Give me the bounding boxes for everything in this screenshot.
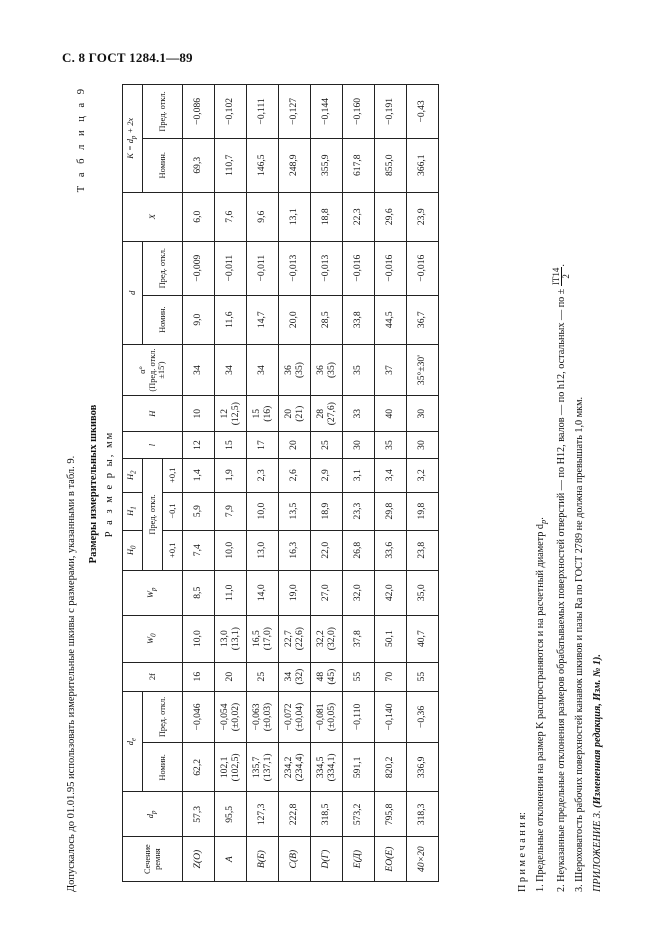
cell-x: 9,6 (247, 192, 279, 241)
cell-two-f: 16 (183, 662, 215, 691)
cell-d-pred: −0,016 (407, 241, 439, 295)
cell-d-nom: 33,8 (343, 295, 375, 344)
col-h1: $H_1$ (123, 492, 143, 530)
note-1: 1. Предельные отклонения на размер K распространяются и на расчетный диаметр $d_p$. (535, 517, 549, 892)
cell-h2: 1,9 (215, 458, 247, 492)
cell-dp: 127,3 (247, 792, 279, 837)
cell-h2: 2,6 (279, 458, 311, 492)
cell-de-nom: 334,5 (334,1) (311, 743, 343, 792)
table-row (183, 85, 215, 882)
cell-k-nom: 366,1 (407, 138, 439, 192)
cell-d-nom: 14,7 (247, 295, 279, 344)
cell-d-pred: −0,013 (279, 241, 311, 295)
cell-alpha: 36 (35) (279, 344, 311, 395)
cell-h2: 1,4 (183, 458, 215, 492)
col-d-nom: Номин. (143, 295, 183, 344)
col-h-pred: Пред. откл. (143, 458, 163, 570)
cell-dp: 95,5 (215, 792, 247, 837)
cell-w0: 16,5 (17,0) (247, 615, 279, 662)
cell-w0: 22,7 (22,6) (279, 615, 311, 662)
cell-H: 40 (375, 396, 407, 432)
col-h0: $H_0$ (123, 530, 143, 570)
notes-title: П р и м е ч а н и я: (517, 812, 528, 892)
cell-k-nom: 248,9 (279, 138, 311, 192)
cell-d-pred: −0,013 (311, 241, 343, 295)
cell-two-f: 70 (375, 662, 407, 691)
col-2f: 2f (123, 662, 183, 691)
cell-sec: C(В) (279, 837, 311, 882)
cell-d-nom: 28,5 (311, 295, 343, 344)
cell-two-f: 20 (215, 662, 247, 691)
cell-x: 22,3 (343, 192, 375, 241)
cell-wp: 8,5 (183, 570, 215, 615)
cell-de-pred: −0,110 (343, 691, 375, 743)
table-body (183, 85, 439, 882)
cell-h0: 22,0 (311, 530, 343, 570)
cell-h2: 2,9 (311, 458, 343, 492)
cell-k-pred: −0,102 (215, 85, 247, 139)
notes-block (514, 72, 607, 892)
cell-l: 12 (183, 432, 215, 459)
cell-de-pred: −0,36 (407, 691, 439, 743)
cell-H: 10 (183, 396, 215, 432)
cell-dp: 573,2 (343, 792, 375, 837)
col-k-nom: Номин. (143, 138, 183, 192)
cell-d-nom: 11,6 (215, 295, 247, 344)
cell-h1: 19,8 (407, 492, 439, 530)
cell-h0: 23,8 (407, 530, 439, 570)
cell-x: 7,6 (215, 192, 247, 241)
cell-h1: 13,5 (279, 492, 311, 530)
cell-d-pred: −0,016 (343, 241, 375, 295)
tol-h1: −0,1 (163, 492, 183, 530)
cell-h1: 7,9 (215, 492, 247, 530)
cell-dp: 57,3 (183, 792, 215, 837)
cell-alpha: 34 (183, 344, 215, 395)
cell-w0: 13,0 (13,1) (215, 615, 247, 662)
cell-d-nom: 9,0 (183, 295, 215, 344)
cell-dp: 222,8 (279, 792, 311, 837)
cell-h0: 16,3 (279, 530, 311, 570)
table-units: Р а з м е р ы, мм (104, 430, 115, 538)
cell-k-nom: 617,8 (343, 138, 375, 192)
cell-k-pred: −0,127 (279, 85, 311, 139)
cell-alpha: 36 (35) (311, 344, 343, 395)
col-x: X (123, 192, 183, 241)
cell-de-nom: 336,9 (407, 743, 439, 792)
cell-k-pred: −0,160 (343, 85, 375, 139)
col-H: H (123, 396, 183, 432)
table-row (375, 85, 407, 882)
cell-d-pred: −0,011 (215, 241, 247, 295)
cell-d-nom: 44,5 (375, 295, 407, 344)
cell-w0: 50,1 (375, 615, 407, 662)
cell-w0: 37,8 (343, 615, 375, 662)
cell-alpha: 35 (343, 344, 375, 395)
rotated-page-content (64, 64, 624, 904)
cell-x: 29,6 (375, 192, 407, 241)
cell-h1: 18,9 (311, 492, 343, 530)
col-dp: $d_p$ (123, 792, 183, 837)
cell-d-pred: −0,016 (375, 241, 407, 295)
cell-de-nom: 591,1 (343, 743, 375, 792)
cell-h1: 10,0 (247, 492, 279, 530)
cell-sec: 40×20 (407, 837, 439, 882)
cell-H: 33 (343, 396, 375, 432)
cell-sec: B(Б) (247, 837, 279, 882)
table-row (407, 85, 439, 882)
table-title: Размеры измерительных шкивов (88, 404, 99, 564)
cell-k-pred: −0,191 (375, 85, 407, 139)
cell-two-f: 55 (343, 662, 375, 691)
col-alpha: α° (Пред. откл. ±15') (123, 344, 183, 395)
cell-de-nom: 820,2 (375, 743, 407, 792)
appendix-note: ПРИЛОЖЕНИЕ 3. (Измененная редакция, Изм. № 1). (592, 654, 604, 892)
page-header: С. 8 ГОСТ 1284.1—89 (62, 50, 193, 65)
cell-k-nom: 855,0 (375, 138, 407, 192)
cell-two-f: 48 (45) (311, 662, 343, 691)
cell-alpha: 34 (247, 344, 279, 395)
cell-d-nom: 20,0 (279, 295, 311, 344)
cell-two-f: 55 (407, 662, 439, 691)
pulley-dimensions-table (122, 84, 439, 882)
cell-wp: 42,0 (375, 570, 407, 615)
cell-de-nom: 62,2 (183, 743, 215, 792)
cell-l: 15 (215, 432, 247, 459)
cell-dp: 318,5 (311, 792, 343, 837)
cell-dp: 795,8 (375, 792, 407, 837)
cell-de-pred: −0,054 (±0,02) (215, 691, 247, 743)
cell-de-pred: −0,072 (±0,04) (279, 691, 311, 743)
cell-h2: 3,1 (343, 458, 375, 492)
cell-x: 18,8 (311, 192, 343, 241)
cell-w0: 32,2 (32,0) (311, 615, 343, 662)
table-row (279, 85, 311, 882)
cell-h1: 29,8 (375, 492, 407, 530)
cell-sec: Z(O) (183, 837, 215, 882)
cell-h1: 23,3 (343, 492, 375, 530)
col-l: l (123, 432, 183, 459)
cell-sec: A (215, 837, 247, 882)
cell-k-pred: −0,43 (407, 85, 439, 139)
col-h2: $H_2$ (123, 458, 143, 492)
cell-h2: 3,2 (407, 458, 439, 492)
cell-x: 23,9 (407, 192, 439, 241)
col-section: Сечение ремня (123, 837, 183, 882)
intro-text: Допускалось до 01.01.95 использовать измерительные шкивы с размерами, указанными в табл. 9. (66, 455, 77, 892)
cell-k-pred: −0,111 (247, 85, 279, 139)
table-row (343, 85, 375, 882)
cell-two-f: 34 (32) (279, 662, 311, 691)
cell-H: 12 (12,5) (215, 396, 247, 432)
cell-d-pred: −0,009 (183, 241, 215, 295)
cell-x: 13,1 (279, 192, 311, 241)
note-3: 3. Шероховатость рабочих поверхностей канавок шкивов и пазы Ra по ГОСТ 2789 не должна превышать 1,0 мкм. (574, 396, 586, 892)
cell-de-pred: −0,140 (375, 691, 407, 743)
cell-k-nom: 110,7 (215, 138, 247, 192)
cell-h0: 10,0 (215, 530, 247, 570)
table-row (247, 85, 279, 882)
cell-two-f: 25 (247, 662, 279, 691)
tol-h0: +0,1 (163, 530, 183, 570)
cell-H: 28 (27,6) (311, 396, 343, 432)
table-row (311, 85, 343, 882)
table-row (215, 85, 247, 882)
cell-sec: E(Д) (343, 837, 375, 882)
cell-l: 30 (407, 432, 439, 459)
cell-alpha: 34 (215, 344, 247, 395)
cell-x: 6,0 (183, 192, 215, 241)
cell-l: 20 (279, 432, 311, 459)
cell-H: 30 (407, 396, 439, 432)
cell-wp: 32,0 (343, 570, 375, 615)
col-k: $K = d_p + 2x$ (123, 85, 143, 193)
cell-wp: 19,0 (279, 570, 311, 615)
cell-k-pred: −0,086 (183, 85, 215, 139)
cell-h0: 33,6 (375, 530, 407, 570)
cell-w0: 40,7 (407, 615, 439, 662)
cell-h0: 26,8 (343, 530, 375, 570)
cell-de-nom: 135,7 (137,1) (247, 743, 279, 792)
col-wp: $W_p$ (123, 570, 183, 615)
cell-sec: D(Г) (311, 837, 343, 882)
cell-d-pred: −0,011 (247, 241, 279, 295)
cell-de-nom: 102,1 (102,5) (215, 743, 247, 792)
cell-h1: 5,9 (183, 492, 215, 530)
col-de-nom: Номин. (143, 743, 183, 792)
cell-de-nom: 234,2 (234,4) (279, 743, 311, 792)
col-de: $d_e$ (123, 691, 143, 792)
cell-dp: 318,3 (407, 792, 439, 837)
cell-de-pred: −0,046 (183, 691, 215, 743)
cell-l: 30 (343, 432, 375, 459)
cell-H: 15 (16) (247, 396, 279, 432)
cell-l: 35 (375, 432, 407, 459)
cell-h0: 13,0 (247, 530, 279, 570)
cell-l: 17 (247, 432, 279, 459)
cell-alpha: 37 (375, 344, 407, 395)
cell-de-pred: −0,081 (±0,05) (311, 691, 343, 743)
cell-wp: 35,0 (407, 570, 439, 615)
cell-h0: 7,4 (183, 530, 215, 570)
cell-h2: 3,4 (375, 458, 407, 492)
cell-k-nom: 69,3 (183, 138, 215, 192)
cell-d-nom: 36,7 (407, 295, 439, 344)
cell-de-pred: −0,063 (±0,03) (247, 691, 279, 743)
cell-H: 20 (21) (279, 396, 311, 432)
cell-w0: 10,0 (183, 615, 215, 662)
col-d-pred: Пред. откл. (143, 241, 183, 295)
cell-k-nom: 146,5 (247, 138, 279, 192)
col-k-pred: Пред. откл. (143, 85, 183, 139)
cell-wp: 11,0 (215, 570, 247, 615)
col-d: d (123, 241, 143, 344)
cell-wp: 27,0 (311, 570, 343, 615)
cell-l: 25 (311, 432, 343, 459)
cell-k-pred: −0,144 (311, 85, 343, 139)
tol-h2: +0,1 (163, 458, 183, 492)
table-number: Т а б л и ц а 9 (76, 86, 87, 193)
cell-wp: 14,0 (247, 570, 279, 615)
cell-h2: 2,3 (247, 458, 279, 492)
it14-fraction: IT14 2 (551, 267, 572, 286)
col-de-pred: Пред. откл. (143, 691, 183, 743)
cell-k-nom: 355,9 (311, 138, 343, 192)
cell-sec: EO(Е) (375, 837, 407, 882)
note-2: 2. Неуказанные предельные отклонения размеров обрабатываемых поверхностей отверстий — по H12, валов — по h12, остальных — по ± IT14 2 . (551, 264, 572, 892)
col-w0: $W_0$ (123, 615, 183, 662)
cell-alpha: 35°±30' (407, 344, 439, 395)
